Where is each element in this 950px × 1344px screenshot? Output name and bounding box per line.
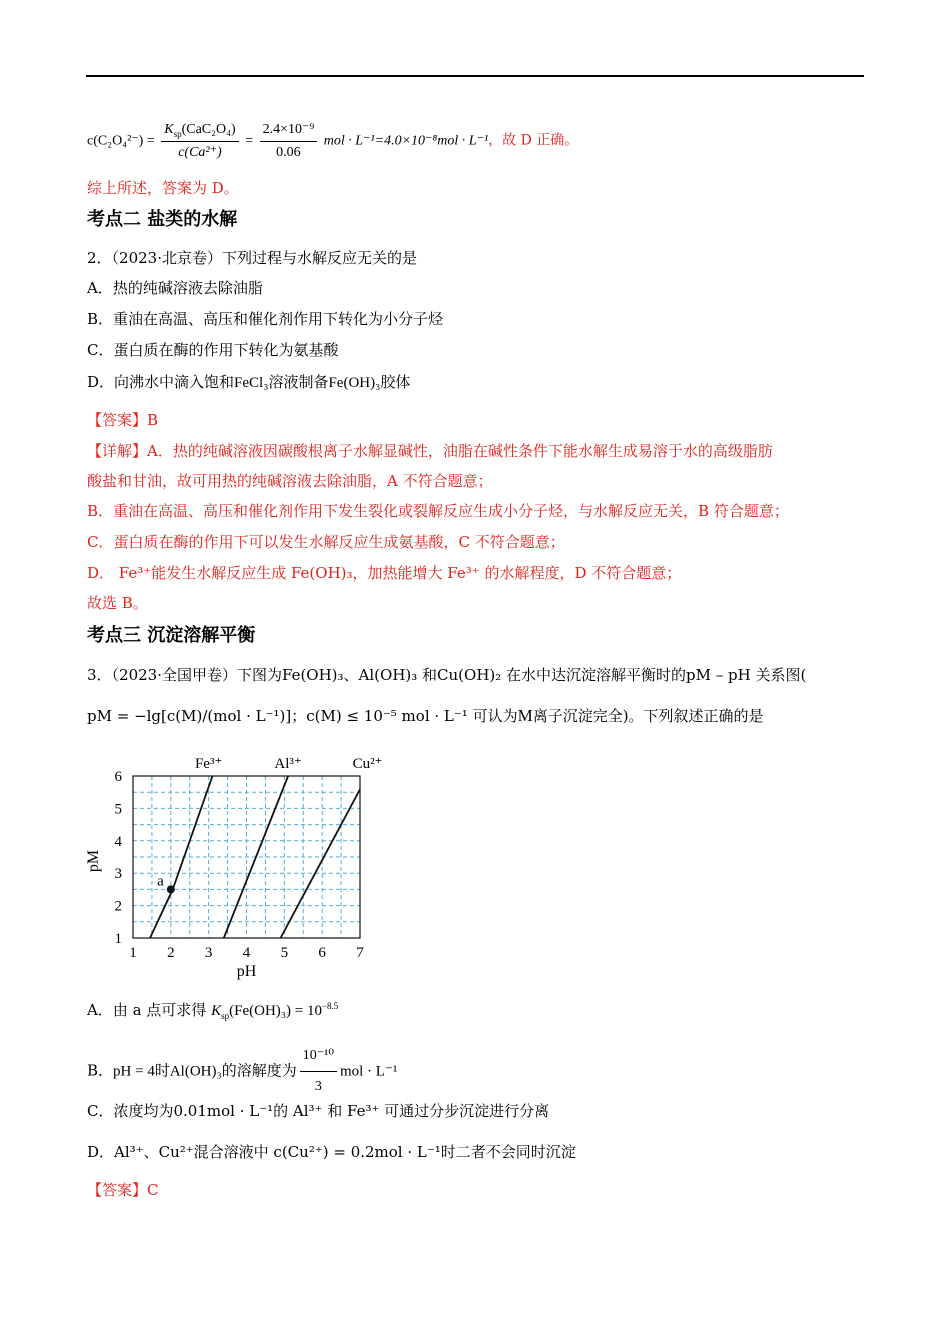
q2-d-pre: D．向沸水中滴入饱和 <box>87 373 235 391</box>
q2-detail-3: B．重油在高温、高压和催化剂作用下发生裂化或裂解反应生成小分子烃，与水解反应无关，B 符合题意； <box>87 502 789 520</box>
q3-b-post: 的溶解度为 <box>221 1061 297 1080</box>
ksp-species: (CaC₂O₄) <box>181 122 236 137</box>
q2-option-c: C．蛋白质在酶的作用下转化为氨基酸 <box>87 341 339 359</box>
q3-stem-tail: 离子沉淀完全)。下列叙述正确的是 <box>532 707 764 725</box>
q2-d-feoh3: Fe(OH)₃ <box>328 375 381 391</box>
ksp-sub: sp <box>173 128 182 139</box>
q3-b-fraction <box>300 1042 337 1101</box>
y-tick-label: 1 <box>114 931 122 947</box>
point-a-label: a <box>157 873 164 890</box>
q2-detail-1: 【详解】A．热的纯碱溶液因碳酸根离子水解显碱性，油脂在碱性条件下能水解生成易溶于水的高级脂肪 <box>87 442 773 460</box>
section-title-hydrolysis: 考点二 盐类的水解 <box>87 209 238 230</box>
ksp-symbol: K <box>164 122 174 137</box>
q2-d-fecl3: FeCl₃ <box>234 375 269 391</box>
q2-detail-6: 故选 B。 <box>87 594 148 612</box>
q3-b-denominator: 3 <box>314 1079 322 1094</box>
q3-b-aloh3: Al(OH)₃ <box>169 1063 222 1080</box>
q3-option-b <box>87 1042 397 1101</box>
x-axis-label: pH <box>236 963 257 980</box>
y-tick-label: 3 <box>114 866 122 883</box>
q2-d-mid: 溶液制备 <box>268 373 329 391</box>
point-a-marker <box>167 885 175 893</box>
q3-b-label: B． <box>87 1061 114 1080</box>
q3-b-mid: 时 <box>154 1061 170 1080</box>
y-tick-label: 2 <box>114 898 122 915</box>
q2-stem: 2．（2023·北京卷）下列过程与水解反应无关的是 <box>87 249 417 267</box>
series-label: Cu²⁺ <box>352 756 383 772</box>
q3-answer: 【答案】C <box>87 1181 159 1199</box>
ca-conc: c(Ca²⁺) <box>178 145 222 160</box>
conclusion-text: ，故 D 正确。 <box>488 132 579 149</box>
x-tick-label: 4 <box>242 945 251 961</box>
y-tick-label: 5 <box>114 801 122 818</box>
q2-option-d <box>87 372 410 393</box>
ksp-fraction <box>161 120 238 163</box>
x-tick-label: 3 <box>204 945 213 961</box>
pm-ph-chart <box>82 752 412 982</box>
q3-a-ksp-sub: sp <box>221 1011 230 1021</box>
series-line <box>281 789 360 938</box>
y-tick-label: 4 <box>114 833 122 850</box>
q3-a-text: A．由 a 点可求得 <box>87 1001 207 1019</box>
value-fraction <box>260 120 318 163</box>
equals-sign: = <box>245 133 254 149</box>
q3-b-numerator: 10⁻¹⁰ <box>300 1042 337 1072</box>
q2-answer: 【答案】B <box>87 411 159 429</box>
q3-stem-line2 <box>87 706 764 726</box>
q3-stem-formula: pM = −lg[c(M)/(mol · L⁻¹)]；c(M) ≤ 10⁻⁵ mol · L⁻¹ 可认为 <box>87 707 518 725</box>
q3-option-d: D．Al³⁺、Cu²⁺混合溶液中 c(Cu²⁺) = 0.2mol · L⁻¹时二者不会同时沉淀 <box>87 1143 576 1161</box>
header-rule <box>86 75 864 77</box>
q3-stem-m: M <box>517 706 533 725</box>
q2-d-post: 胶体 <box>380 373 411 391</box>
formula-result: mol · L⁻¹=4.0×10⁻⁸mol · L⁻¹ <box>323 133 489 149</box>
q3-a-value: (Fe(OH)₃) = 10 <box>229 1003 322 1019</box>
y-tick-label: 6 <box>114 769 122 785</box>
q2-detail-5: D． Fe³⁺能发生水解反应生成 Fe(OH)₃，加热能增大 Fe³⁺ 的水解程度，D 不符合题意； <box>87 564 682 582</box>
q2-option-a: A．热的纯碱溶液去除油脂 <box>87 279 263 297</box>
series-label: Al³⁺ <box>274 756 302 772</box>
section-title-precipitation: 考点三 沉淀溶解平衡 <box>87 625 256 646</box>
q3-a-ksp: K <box>211 1003 222 1019</box>
formula-lhs: c(C₂O₄²⁻) = <box>87 133 155 149</box>
formula-line <box>87 120 578 163</box>
q3-stem-line1: 3．（2023·全国甲卷）下图为Fe(OH)₃、Al(OH)₃ 和Cu(OH)₂ 在水中达沉淀溶解平衡时的pM – pH 关系图( <box>87 666 807 684</box>
value-denominator: 0.06 <box>276 145 301 160</box>
x-tick-label: 6 <box>318 945 326 961</box>
summary-line: 综上所述，答案为 D。 <box>87 179 239 197</box>
q2-detail-2: 酸盐和甘油，故可用热的纯碱溶液去除油脂，A 不符合题意； <box>87 472 493 490</box>
value-numerator: 2.4×10⁻⁹ <box>260 120 318 142</box>
q2-detail-4: C．蛋白质在酶的作用下可以发生水解反应生成氨基酸，C 不符合题意； <box>87 533 565 551</box>
q3-a-exponent: −8.5 <box>321 1001 339 1011</box>
y-axis-label: pM <box>85 849 102 873</box>
x-tick-label: 5 <box>280 945 289 961</box>
q3-b-ph: pH = 4 <box>113 1063 155 1080</box>
series-label: Fe³⁺ <box>194 756 223 772</box>
x-tick-label: 7 <box>356 945 364 961</box>
x-tick-label: 1 <box>129 945 137 961</box>
x-tick-label: 2 <box>167 945 175 961</box>
q3-b-unit: mol · L⁻¹ <box>339 1063 398 1080</box>
q3-option-c: C．浓度均为0.01mol · L⁻¹的 Al³⁺ 和 Fe³⁺ 可通过分步沉淀进行分离 <box>87 1102 550 1120</box>
q3-option-a <box>87 1000 338 1021</box>
q2-option-b: B．重油在高温、高压和催化剂作用下转化为小分子烃 <box>87 310 444 328</box>
